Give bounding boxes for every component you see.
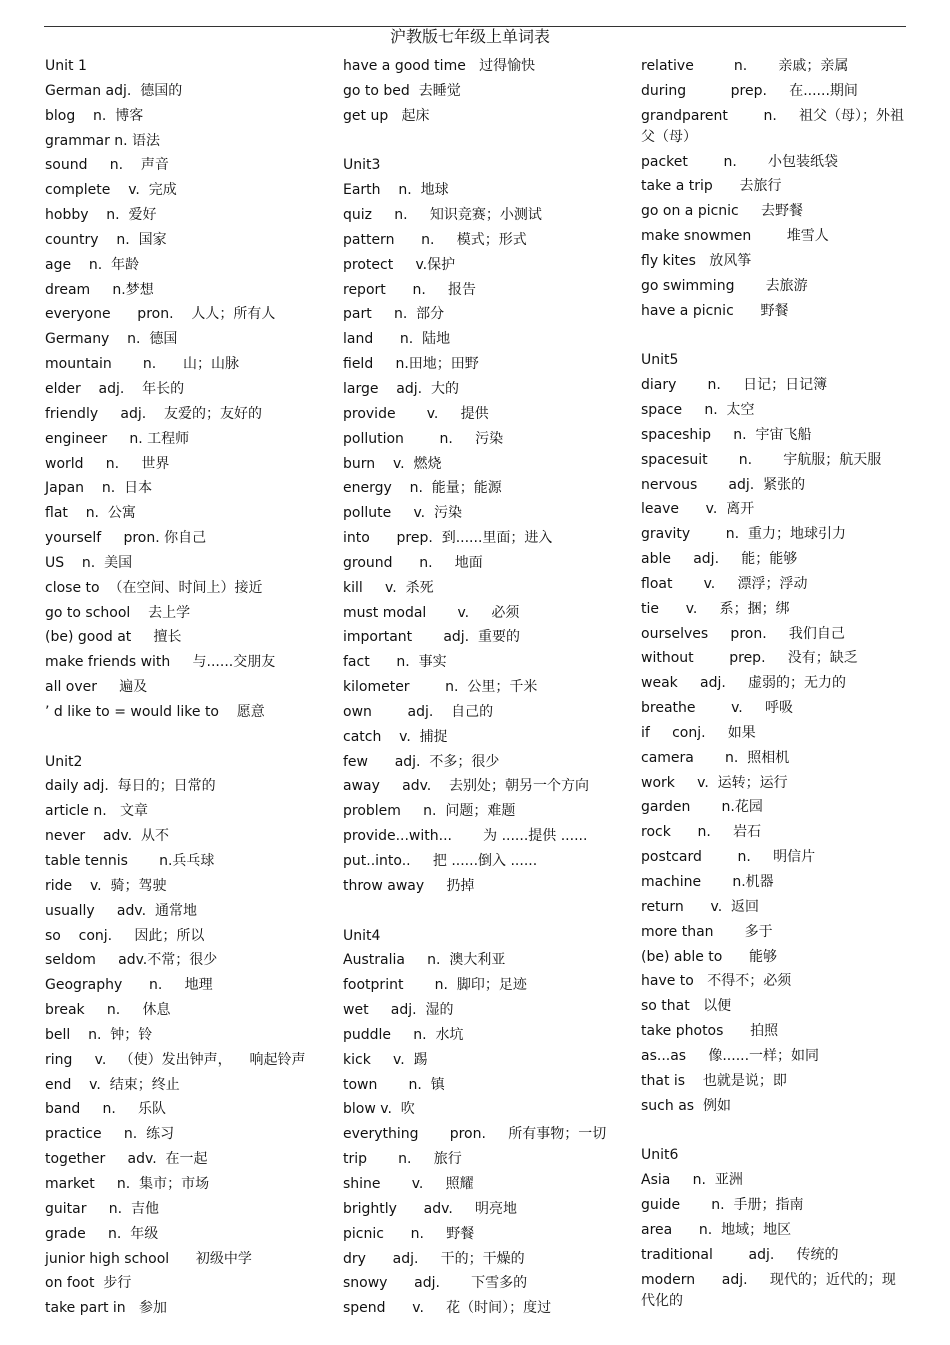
vocab-entry: rock n. 岩石 bbox=[641, 824, 762, 841]
vocab-entry: during prep. 在......期间 bbox=[641, 82, 858, 99]
vocab-entry: more than 多于 bbox=[641, 923, 773, 940]
vocab-entry: kill v. 杀死 bbox=[343, 579, 434, 596]
vocab-entry: yourself pron. 你自己 bbox=[45, 530, 207, 547]
vocab-entry: put..into.. 把 ......倒入 ...... bbox=[343, 853, 538, 869]
vocab-entry: ourselves pron. 我们自己 bbox=[641, 625, 845, 642]
vocab-entry: weak adj. 虚弱的；无力的 bbox=[641, 675, 847, 692]
unit-heading: Unit4 bbox=[343, 927, 381, 944]
vocab-entry: blog n. 博客 bbox=[45, 107, 144, 124]
vocab-entry: so that 以便 bbox=[641, 998, 732, 1015]
vocab-entry: age n. 年龄 bbox=[45, 256, 140, 273]
vocab-entry: go to bed 去睡觉 bbox=[343, 82, 461, 99]
vocab-entry: able adj. 能；能够 bbox=[641, 551, 798, 568]
vocab-entry: (be) able to 能够 bbox=[641, 948, 778, 965]
vocab-entry: field n.田地；田野 bbox=[343, 356, 479, 373]
vocab-entry: footprint n. 脚印；足迹 bbox=[343, 977, 527, 994]
vocab-entry: everything pron. 所有事物；一切 bbox=[343, 1126, 607, 1143]
vocab-entry: kilometer n. 公里；千米 bbox=[343, 679, 538, 696]
vocab-entry: junior high school 初级中学 bbox=[45, 1250, 252, 1267]
vocab-entry: so conj. 因此；所以 bbox=[45, 927, 205, 944]
vocab-entry: go on a picnic 去野餐 bbox=[641, 203, 804, 220]
vocab-entry: dry adj. 干的；干燥的 bbox=[343, 1250, 525, 1267]
spacer bbox=[641, 1120, 909, 1141]
vocab-entry: have a picnic 野餐 bbox=[641, 302, 789, 319]
vocab-entry: Earth n. 地球 bbox=[343, 182, 449, 199]
vocab-entry: article n. 文章 bbox=[45, 803, 149, 820]
vocab-entry: wet adj. 湿的 bbox=[343, 1002, 454, 1019]
vocab-entry: leave v. 离开 bbox=[641, 501, 755, 518]
vocab-entry: grandparent n. 祖父（母）；外祖父（母） bbox=[641, 107, 905, 145]
vocab-entry: provide...with... 为 ......提供 ...... bbox=[343, 828, 588, 845]
vocab-entry: spaceship n. 宇宙飞船 bbox=[641, 426, 812, 443]
spacer bbox=[343, 901, 623, 922]
vocab-entry: into prep. 到......里面；进入 bbox=[343, 530, 553, 547]
vocab-entry: if conj. 如果 bbox=[641, 724, 756, 741]
vocab-entry: blow v. 吹 bbox=[343, 1101, 415, 1118]
vocab-entry: machine n.机器 bbox=[641, 874, 774, 890]
vocab-entry: away adv. 去别处；朝另一个方向 bbox=[343, 778, 590, 795]
vocab-entry: Germany n. 德国 bbox=[45, 331, 178, 348]
vocab-entry: throw away 扔掉 bbox=[343, 877, 475, 894]
unit-heading: Unit 1 bbox=[45, 58, 87, 74]
vocab-entry: mountain n. 山；山脉 bbox=[45, 356, 239, 373]
vocab-entry: snowy adj. 下雪多的 bbox=[343, 1275, 528, 1292]
vocab-entry: usually adv. 通常地 bbox=[45, 902, 197, 919]
vocab-entry: nervous adj. 紧张的 bbox=[641, 476, 806, 493]
vocab-entry: few adj. 不多；很少 bbox=[343, 753, 500, 770]
vocab-entry: ride v. 骑；驾驶 bbox=[45, 877, 167, 894]
vocab-entry: important adj. 重要的 bbox=[343, 629, 521, 646]
vocab-entry: world n. 世界 bbox=[45, 455, 170, 472]
vocab-entry: pollute v. 污染 bbox=[343, 505, 463, 522]
vocab-entry: land n. 陆地 bbox=[343, 331, 451, 348]
vocab-entry: Geography n. 地理 bbox=[45, 977, 213, 994]
vocab-entry: ’ d like to = would like to 愿意 bbox=[45, 703, 265, 720]
vocab-entry: guitar n. 吉他 bbox=[45, 1200, 159, 1217]
vocab-entry: ground n. 地面 bbox=[343, 554, 483, 571]
unit-heading: Unit5 bbox=[641, 352, 679, 369]
spacer bbox=[45, 727, 325, 748]
vocab-entry: all over 遍及 bbox=[45, 679, 148, 696]
vocab-entry: fly kites 放风筝 bbox=[641, 252, 752, 269]
unit-heading: Unit6 bbox=[641, 1147, 679, 1164]
vocab-entry: grade n. 年级 bbox=[45, 1225, 159, 1242]
vocab-entry: close to （在空间、时间上）接近 bbox=[45, 579, 263, 596]
unit-heading: Unit2 bbox=[45, 753, 83, 770]
vocab-entry: complete v. 完成 bbox=[45, 182, 177, 199]
vocab-entry: flat n. 公寓 bbox=[45, 505, 136, 522]
spacer bbox=[641, 325, 909, 346]
vocab-entry: go to school 去上学 bbox=[45, 604, 191, 621]
vocab-entry: friendly adj. 友爱的；友好的 bbox=[45, 405, 262, 422]
vocab-entry: as...as 像......一样；如同 bbox=[641, 1047, 820, 1064]
vocab-entry: picnic n. 野餐 bbox=[343, 1225, 475, 1242]
vocab-entry: without prep. 没有；缺乏 bbox=[641, 650, 858, 667]
vocab-entry: area n. 地域；地区 bbox=[641, 1221, 792, 1238]
vocab-entry: Asia n. 亚洲 bbox=[641, 1172, 743, 1189]
vocab-entry: go swimming 去旅游 bbox=[641, 277, 808, 294]
vocab-entry: have to 不得不；必须 bbox=[641, 973, 792, 990]
vocab-entry: part n. 部分 bbox=[343, 306, 445, 323]
vocab-entry: together adv. 在一起 bbox=[45, 1151, 208, 1168]
vocab-entry: Japan n. 日本 bbox=[45, 480, 153, 497]
vocab-entry: bell n. 钟；铃 bbox=[45, 1026, 153, 1043]
vocab-entry: camera n. 照相机 bbox=[641, 749, 790, 766]
page-title: 沪教版七年级上单词表 bbox=[389, 27, 550, 46]
vocab-entry: make snowmen 堆雪人 bbox=[641, 228, 829, 245]
vocab-entry: German adj. 德国的 bbox=[45, 82, 183, 99]
vocab-entry: take photos 拍照 bbox=[641, 1023, 779, 1040]
vocab-entry: trip n. 旅行 bbox=[343, 1151, 462, 1168]
vocab-entry: guide n. 手册；指南 bbox=[641, 1196, 804, 1213]
vocab-entry: end v. 结束；终止 bbox=[45, 1076, 180, 1093]
vocab-entry: pattern n. 模式；形式 bbox=[343, 231, 527, 248]
vocab-entry: engineer n. 工程师 bbox=[45, 430, 190, 447]
vocab-entry: seldom adv.不常；很少 bbox=[45, 952, 218, 969]
vocab-entry: US n. 美国 bbox=[45, 554, 133, 571]
vocab-entry: such as 例如 bbox=[641, 1097, 731, 1114]
vocab-entry: traditional adj. 传统的 bbox=[641, 1246, 839, 1263]
vocab-entry: Australia n. 澳大利亚 bbox=[343, 952, 506, 969]
vocab-entry: brightly adv. 明亮地 bbox=[343, 1200, 518, 1217]
vocab-entry: ring v. （使）发出钟声， 响起铃声 bbox=[45, 1051, 306, 1068]
vocab-entry: provide v. 提供 bbox=[343, 405, 489, 422]
vocab-entry: (be) good at 擅长 bbox=[45, 629, 182, 646]
vocab-entry: work v. 运转；运行 bbox=[641, 774, 788, 791]
vocab-entry: gravity n. 重力；地球引力 bbox=[641, 526, 846, 543]
vocab-entry: pollution n. 污染 bbox=[343, 430, 504, 447]
vocab-entry: must modal v. 必须 bbox=[343, 604, 520, 621]
column-2 bbox=[343, 56, 623, 1323]
vocab-entry: never adv. 从不 bbox=[45, 828, 169, 845]
vocab-entry: country n. 国家 bbox=[45, 231, 167, 248]
vocab-entry: on foot 步行 bbox=[45, 1275, 132, 1292]
vocab-entry: return v. 返回 bbox=[641, 898, 760, 915]
vocab-entry: elder adj. 年长的 bbox=[45, 380, 185, 397]
vocab-entry: burn v. 燃烧 bbox=[343, 455, 442, 472]
vocab-entry: quiz n. 知识竞赛；小测试 bbox=[343, 207, 542, 224]
vocab-entry: kick v. 踢 bbox=[343, 1051, 428, 1068]
vocab-entry: packet n. 小包装纸袋 bbox=[641, 153, 838, 170]
vocab-entry: sound n. 声音 bbox=[45, 157, 169, 174]
vocab-entry: practice n. 练习 bbox=[45, 1126, 175, 1143]
vocab-entry: get up 起床 bbox=[343, 107, 430, 124]
vocab-entry: make friends with 与......交朋友 bbox=[45, 654, 276, 671]
spacer bbox=[343, 131, 623, 152]
vocab-entry: modern adj. 现代的；近代的；现代化的 bbox=[641, 1271, 896, 1309]
vocab-entry: relative n. 亲戚；亲属 bbox=[641, 58, 849, 74]
vocab-entry: hobby n. 爱好 bbox=[45, 207, 157, 224]
vocab-entry: catch v. 捕捉 bbox=[343, 728, 448, 745]
vocab-entry: report n. 报告 bbox=[343, 281, 477, 298]
vocab-entry: shine v. 照耀 bbox=[343, 1175, 474, 1192]
vocab-entry: town n. 镇 bbox=[343, 1076, 445, 1093]
vocab-entry: postcard n. 明信片 bbox=[641, 849, 816, 866]
vocab-entry: that is 也就是说；即 bbox=[641, 1072, 787, 1089]
vocab-entry: table tennis n.兵乓球 bbox=[45, 853, 215, 869]
vocab-entry: diary n. 日记；日记簿 bbox=[641, 377, 828, 394]
vocab-entry: breathe v. 呼吸 bbox=[641, 700, 794, 717]
column-3 bbox=[641, 56, 909, 1315]
vocab-entry: garden n.花园 bbox=[641, 799, 763, 816]
vocab-entry: space n. 太空 bbox=[641, 401, 755, 418]
vocab-entry: energy n. 能量；能源 bbox=[343, 480, 502, 497]
vocab-entry: problem n. 问题；难题 bbox=[343, 803, 516, 820]
vocab-entry: break n. 休息 bbox=[45, 1002, 171, 1019]
vocab-entry: large adj. 大的 bbox=[343, 380, 459, 397]
vocab-entry: band n. 乐队 bbox=[45, 1101, 167, 1118]
vocab-entry: spend v. 花（时间）；度过 bbox=[343, 1300, 552, 1317]
vocab-entry: spacesuit n. 宇航服；航天服 bbox=[641, 451, 882, 468]
unit-heading: Unit3 bbox=[343, 157, 381, 174]
vocab-entry: dream n.梦想 bbox=[45, 281, 154, 298]
vocab-entry: own adj. 自己的 bbox=[343, 703, 494, 720]
vocab-entry: float v. 漂浮；浮动 bbox=[641, 575, 808, 592]
vocab-entry: have a good time 过得愉快 bbox=[343, 58, 536, 74]
vocab-entry: daily adj. 每日的；日常的 bbox=[45, 778, 216, 795]
vocab-entry: puddle n. 水坑 bbox=[343, 1026, 464, 1043]
vocab-entry: grammar n. 语法 bbox=[45, 132, 161, 149]
vocab-entry: everyone pron. 人人；所有人 bbox=[45, 306, 276, 323]
column-1 bbox=[45, 56, 325, 1323]
vocab-entry: take part in 参加 bbox=[45, 1300, 168, 1317]
vocab-entry: tie v. 系；捆；绑 bbox=[641, 600, 790, 617]
vocab-entry: protect v.保护 bbox=[343, 256, 456, 273]
vocab-entry: fact n. 事实 bbox=[343, 654, 447, 671]
vocab-entry: market n. 集市；市场 bbox=[45, 1175, 210, 1192]
vocab-entry: take a trip 去旅行 bbox=[641, 178, 782, 195]
